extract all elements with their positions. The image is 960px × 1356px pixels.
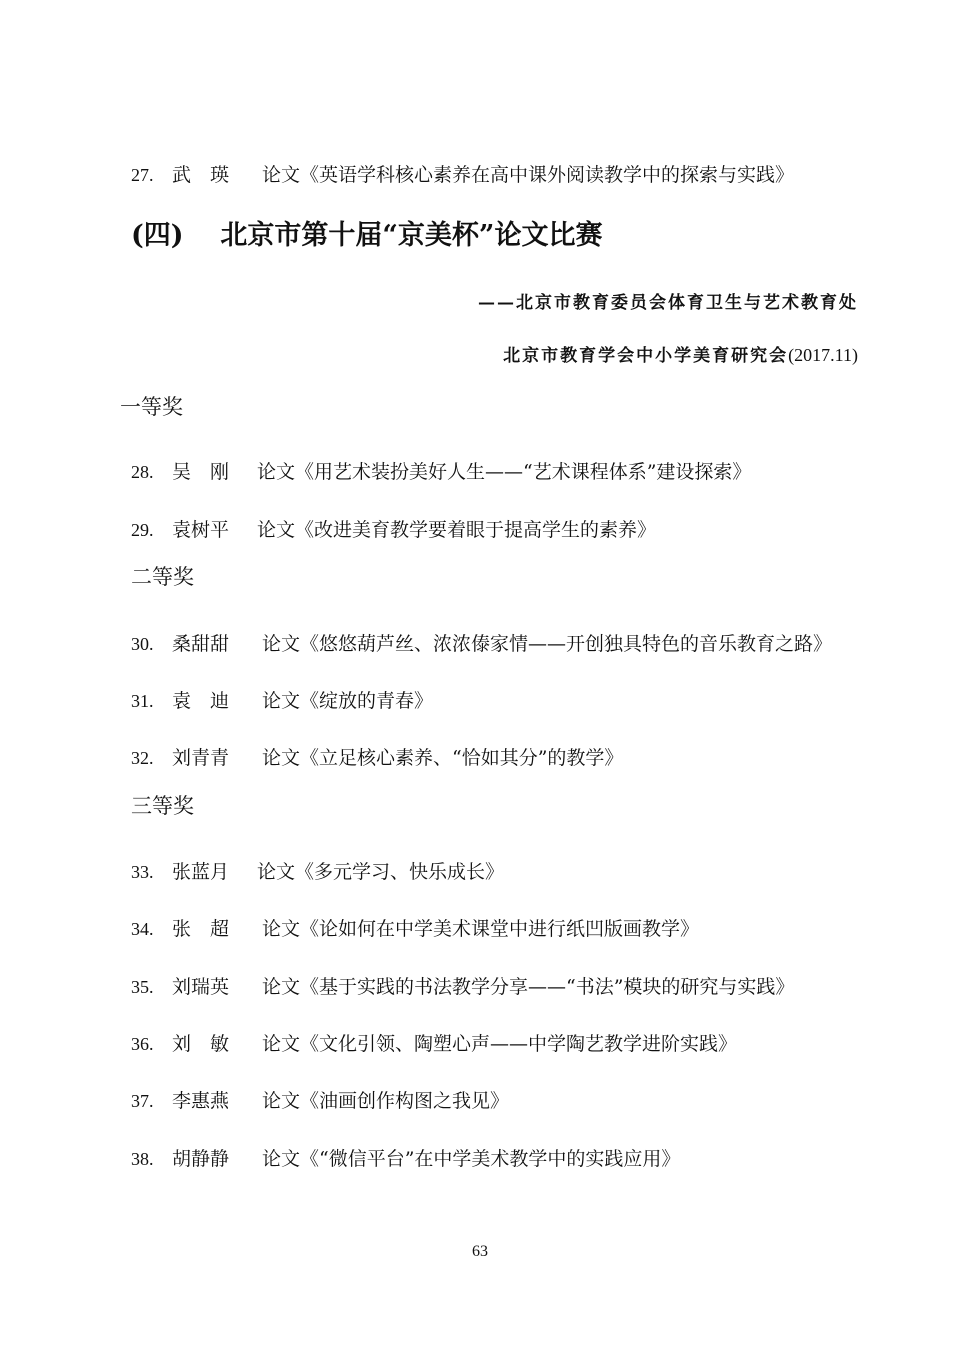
entry-work-title: 论文《立足核心素养、“恰如其分”的教学》 bbox=[262, 747, 624, 769]
entry-number: 32. bbox=[131, 748, 154, 768]
entry-number: 38. bbox=[131, 1149, 154, 1169]
entry-work-title: 论文《文化引领、陶塑心声——中学陶艺教学进阶实践》 bbox=[262, 1033, 738, 1055]
entry-author: 桑甜甜 bbox=[172, 633, 230, 655]
entry-author: 袁迪 bbox=[172, 690, 249, 712]
entry-author: 刘瑞英 bbox=[172, 976, 230, 998]
entry-work-title: 论文《油画创作构图之我见》 bbox=[262, 1090, 510, 1112]
organizer-name-2: 北京市教育学会中小学美育研究会 bbox=[503, 346, 789, 366]
entry-work-title: 论文《“微信平台”在中学美术教学中的实践应用》 bbox=[262, 1148, 681, 1170]
entry-number: 31. bbox=[131, 691, 154, 711]
entry-work-title: 论文《悠悠葫芦丝、浓浓傣家情——开创独具特色的音乐教育之路》 bbox=[262, 633, 833, 655]
award-heading-second: 二等奖 bbox=[131, 565, 194, 589]
page-number: 63 bbox=[472, 1243, 488, 1260]
award-heading-third: 三等奖 bbox=[131, 794, 194, 818]
entry-author: 张蓝月 bbox=[172, 861, 230, 883]
entry-number: 35. bbox=[131, 977, 154, 997]
entry-author: 刘青青 bbox=[172, 747, 230, 769]
organizer-line-2 bbox=[503, 344, 858, 367]
entry-number: 27. bbox=[131, 165, 154, 185]
entry-work-title: 论文《用艺术装扮美好人生——“艺术课程体系”建设探索》 bbox=[257, 461, 752, 483]
entry-number: 34. bbox=[131, 919, 154, 939]
award-heading-first: 一等奖 bbox=[120, 395, 183, 419]
entry-author: 张超 bbox=[172, 918, 249, 940]
organizer-name-1: ——北京市教育委员会体育卫生与艺术教育处 bbox=[478, 293, 858, 313]
entry-number: 29. bbox=[131, 520, 154, 540]
entry-number: 36. bbox=[131, 1034, 154, 1054]
section-label: (四) bbox=[131, 220, 184, 251]
entry-work-title: 论文《绽放的青春》 bbox=[262, 690, 434, 712]
entry-number: 30. bbox=[131, 634, 154, 654]
organizer-line-1 bbox=[478, 292, 858, 314]
entry-author: 刘敏 bbox=[172, 1033, 249, 1055]
entry-number: 28. bbox=[131, 462, 154, 482]
entry-author: 武瑛 bbox=[172, 164, 249, 186]
entry-number: 37. bbox=[131, 1091, 154, 1111]
entry-author: 李惠燕 bbox=[172, 1090, 230, 1112]
entry-author: 袁树平 bbox=[172, 519, 230, 541]
entry-author: 胡静静 bbox=[172, 1148, 230, 1170]
section-heading bbox=[131, 219, 602, 253]
entry-number: 33. bbox=[131, 862, 154, 882]
section-title: 北京市第十届“京美杯”论文比赛 bbox=[220, 220, 603, 251]
entry-author: 吴刚 bbox=[172, 461, 249, 483]
entry-work-title: 论文《基于实践的书法教学分享——“书法”模块的研究与实践》 bbox=[262, 976, 795, 998]
entry-work-title: 论文《多元学习、快乐成长》 bbox=[257, 861, 505, 883]
entry-work-title: 论文《英语学科核心素养在高中课外阅读教学中的探索与实践》 bbox=[262, 164, 795, 186]
organizer-date: (2017.11) bbox=[788, 345, 858, 365]
entry-work-title: 论文《论如何在中学美术课堂中进行纸凹版画教学》 bbox=[262, 918, 700, 940]
entry-work-title: 论文《改进美育教学要着眼于提高学生的素养》 bbox=[257, 519, 657, 541]
